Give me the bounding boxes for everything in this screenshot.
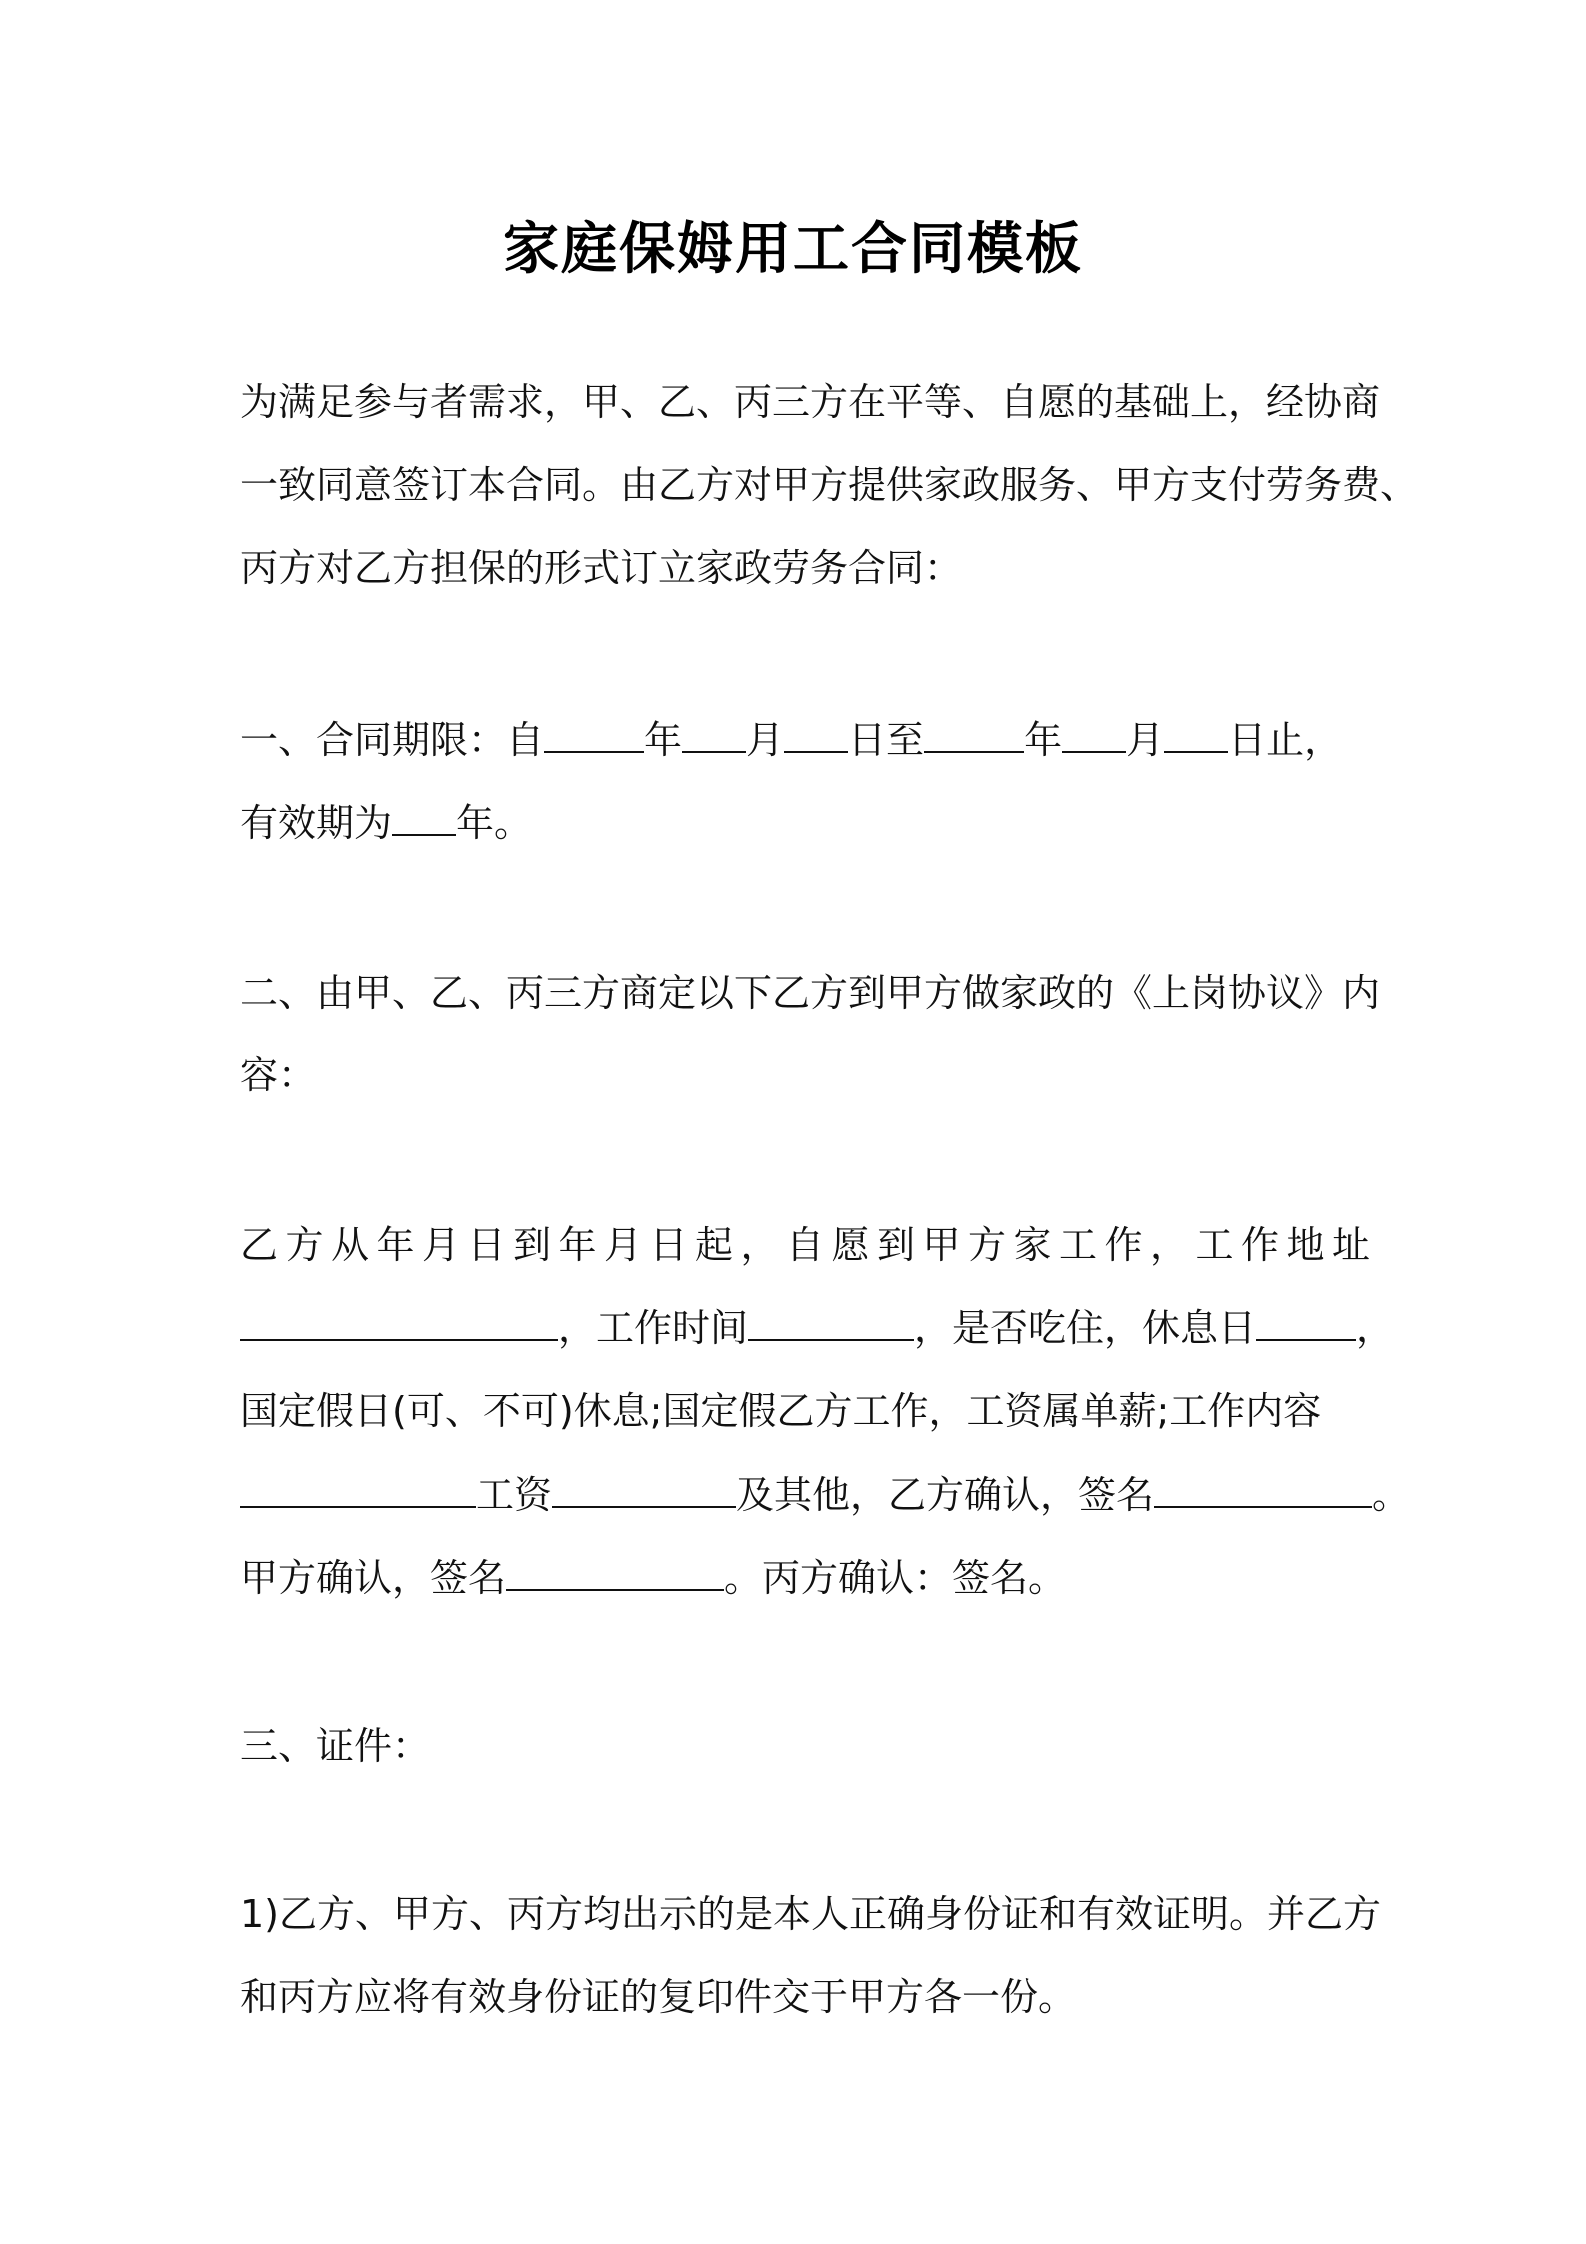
- valid-suffix: 年。: [456, 801, 533, 845]
- rest-day-comma: ，: [1356, 1306, 1395, 1350]
- end-day-unit: 日止，: [1228, 718, 1343, 762]
- start-year-blank[interactable]: [544, 713, 644, 753]
- work-time-label: ，工作时间: [558, 1306, 749, 1350]
- valid-prefix: 有效期为: [240, 801, 393, 845]
- party-c-confirm-label: 。丙方确认：签名。: [724, 1556, 1067, 1600]
- board-label: ，是否吃住，休息日: [914, 1306, 1257, 1350]
- work-time-blank[interactable]: [748, 1301, 914, 1341]
- document-title: 家庭保姆用工合同模板: [503, 217, 1083, 282]
- start-year-unit: 年: [644, 718, 683, 762]
- end-month-unit: 月: [1126, 718, 1165, 762]
- section3-heading: 三、证件：: [240, 1724, 431, 1768]
- intro-line-1: 为满足参与者需求，甲、乙、丙三方在平等、自愿的基础上，经协商: [240, 380, 1381, 424]
- section1-valid-line: [240, 793, 532, 853]
- party-b-signature-blank[interactable]: [1154, 1468, 1372, 1508]
- section2-para-line-2: [240, 1298, 1394, 1358]
- party-b-period: 。: [1372, 1473, 1411, 1517]
- section2-line-1: 二、由甲、乙、丙三方商定以下乙方到甲方做家政的《上岗协议》内: [240, 971, 1381, 1015]
- section3-item1-line-1: 1)乙方、甲方、丙方均出示的是本人正确身份证和有效证明。并乙方: [240, 1892, 1382, 1936]
- rest-day-blank[interactable]: [1256, 1301, 1356, 1341]
- section1-label: 一、合同期限：自: [240, 718, 545, 762]
- end-year-unit: 年: [1024, 718, 1063, 762]
- section1-term-line: [240, 710, 1342, 770]
- start-day-to: 日至: [848, 718, 925, 762]
- party-b-confirm-label: 及其他，乙方确认，签名: [736, 1473, 1155, 1517]
- section2-para-line-1: 乙方从年月日到年月日起，自愿到甲方家工作，工作地址: [240, 1223, 1378, 1267]
- start-month-unit: 月: [746, 718, 785, 762]
- section3-item1-line-2: 和丙方应将有效身份证的复印件交于甲方各一份。: [240, 1975, 1077, 2019]
- section2-para-line-4: [240, 1465, 1410, 1525]
- section2-para-line-5: [240, 1548, 1066, 1608]
- end-year-blank[interactable]: [924, 713, 1024, 753]
- end-day-blank[interactable]: [1164, 713, 1228, 753]
- section2-line-2: 容：: [240, 1053, 317, 1097]
- work-content-blank[interactable]: [240, 1468, 476, 1508]
- start-month-blank[interactable]: [682, 713, 746, 753]
- intro-line-3: 丙方对乙方担保的形式订立家政劳务合同：: [240, 546, 963, 590]
- section2-para-line-3: 国定假日(可、不可)休息;国定假乙方工作，工资属单薪;工作内容: [240, 1389, 1322, 1433]
- start-day-blank[interactable]: [784, 713, 848, 753]
- party-a-signature-blank[interactable]: [506, 1551, 724, 1591]
- end-month-blank[interactable]: [1062, 713, 1126, 753]
- work-address-blank[interactable]: [240, 1301, 558, 1341]
- salary-label: 工资: [476, 1473, 553, 1517]
- salary-blank[interactable]: [552, 1468, 736, 1508]
- party-a-confirm-label: 甲方确认，签名: [240, 1556, 507, 1600]
- intro-line-2: 一致同意签订本合同。由乙方对甲方提供家政服务、甲方支付劳务费、: [240, 463, 1419, 507]
- valid-years-blank[interactable]: [392, 796, 456, 836]
